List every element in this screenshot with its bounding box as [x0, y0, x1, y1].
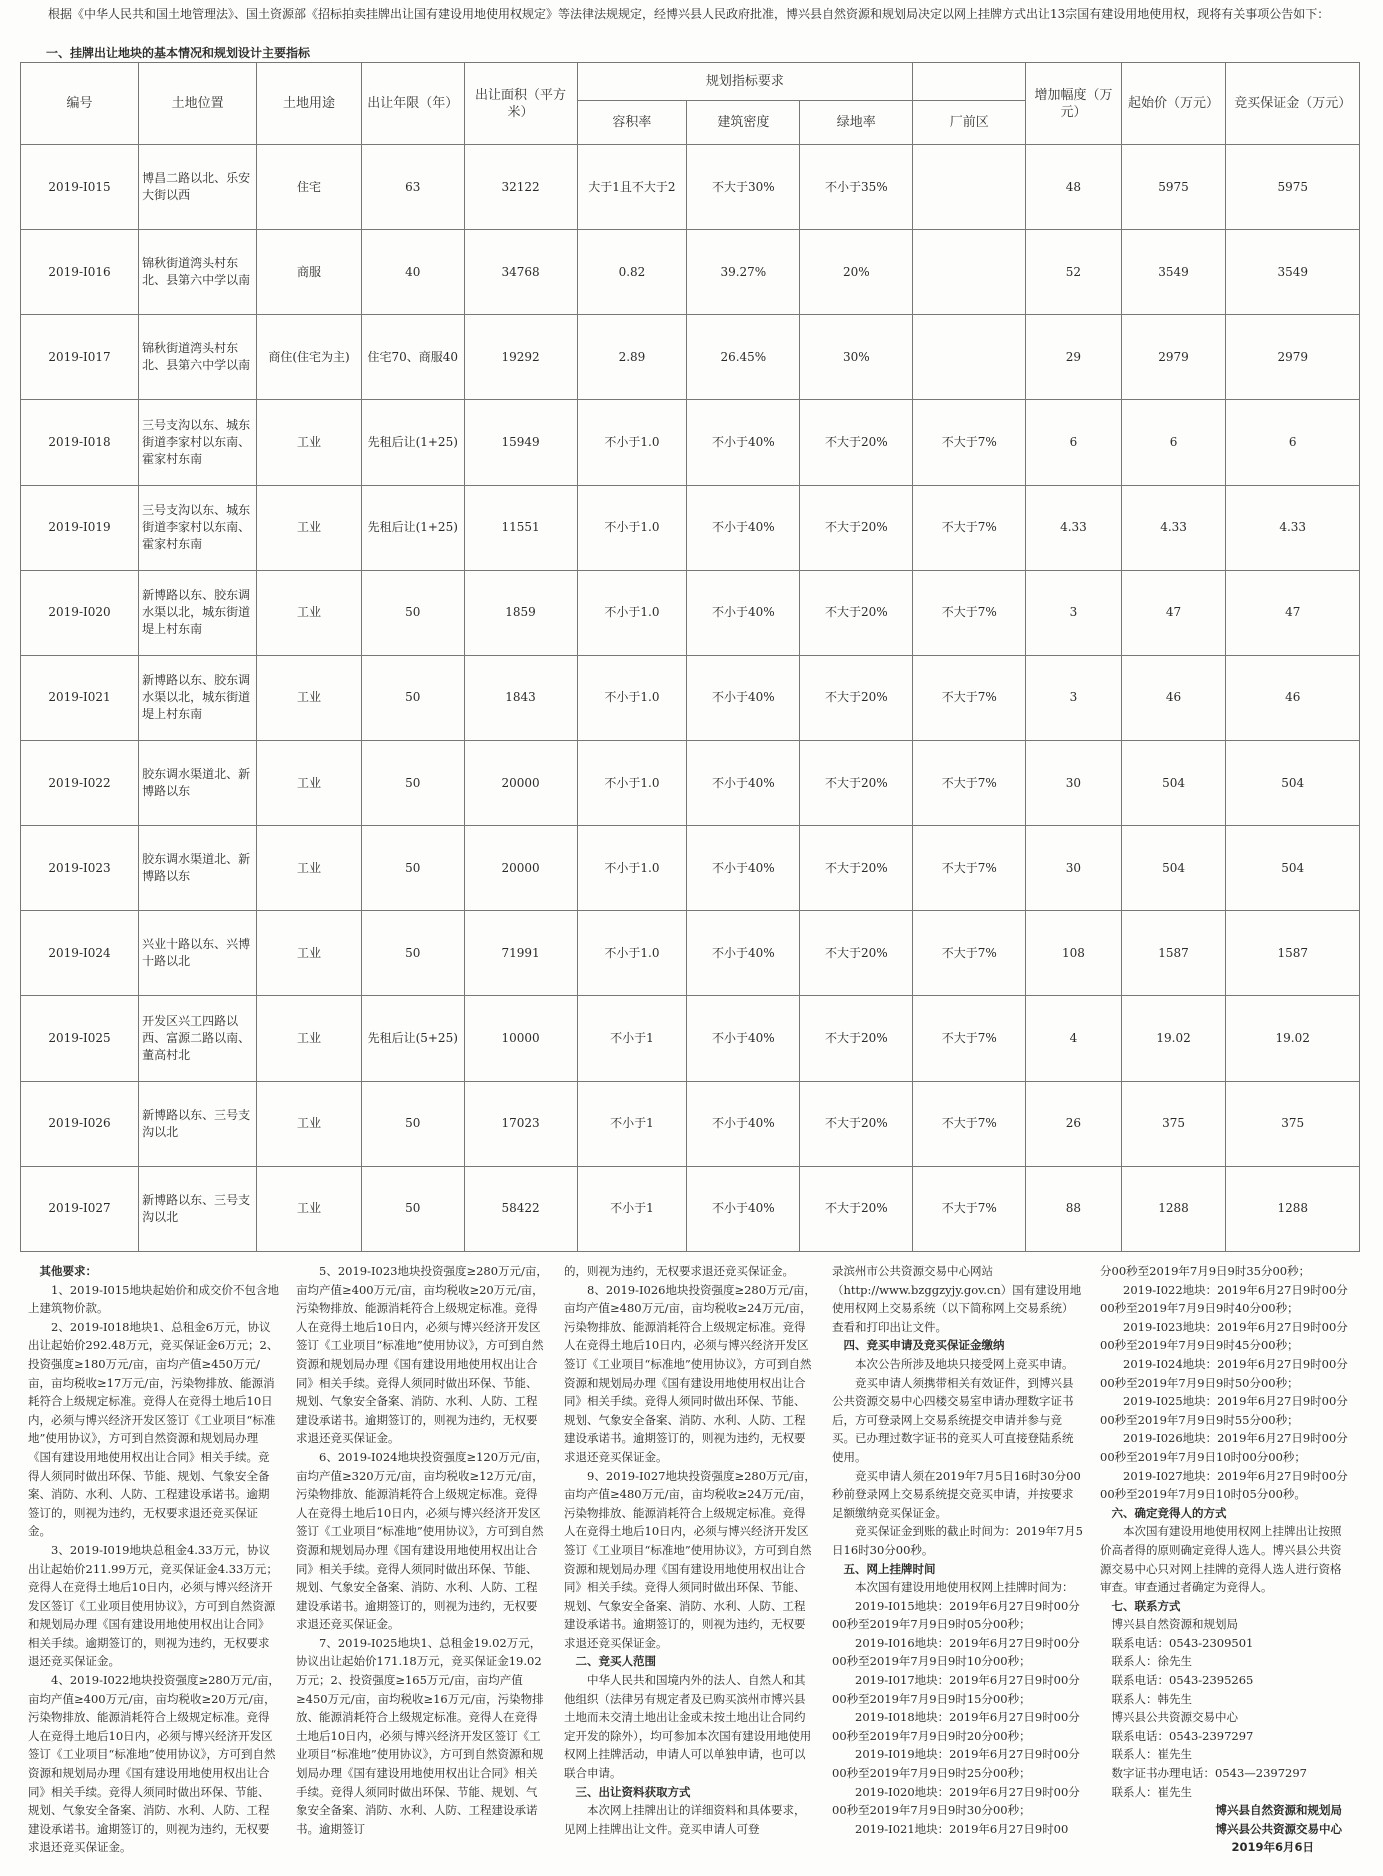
table-row	[21, 1166, 1360, 1251]
intro-paragraph: 根据《中华人民共和国土地管理法》、国土资源部《招标拍卖挂牌出让国有建设用地使用权规定》等法律法规规定，经博兴县人民政府批准，博兴县自然资源和规划局决定以网上挂牌方式出让13宗国有建设用地使用权，现将有关事项公告如下：	[48, 7, 1330, 21]
cell-plant	[913, 145, 1026, 230]
col3-para: 的，则视为违约，无权要求退还竞买保证金。	[564, 1264, 794, 1278]
cell-area: 58422	[464, 1166, 577, 1251]
contact-line: 联系人：韩先生	[1111, 1691, 1192, 1706]
cell-loc: 兴业十路以东、兴博十路以北	[139, 911, 257, 996]
cell-start: 1288	[1121, 1166, 1226, 1251]
cell-start: 1587	[1121, 911, 1226, 996]
cell-plant: 不大于7%	[913, 485, 1026, 570]
cell-start: 4.33	[1121, 485, 1226, 570]
cell-density: 不小于40%	[687, 1081, 800, 1166]
cell-plant: 不大于7%	[913, 570, 1026, 655]
cell-inc: 3	[1026, 655, 1121, 740]
cell-start: 3549	[1121, 230, 1226, 315]
cell-use: 工业	[257, 570, 362, 655]
cell-green: 不小于35%	[800, 145, 913, 230]
cell-use: 工业	[257, 996, 362, 1081]
cell-density: 不小于40%	[687, 485, 800, 570]
cell-far: 不小于1	[577, 996, 687, 1081]
cell-start: 46	[1121, 655, 1226, 740]
cell-area: 71991	[464, 911, 577, 996]
cell-density: 不小于40%	[687, 740, 800, 825]
section-title-winner: 六、确定竞得人的方式	[1111, 1505, 1227, 1520]
application-para: 竞买申请人须在2019年7月5日16时30分00秒前登录网上交易系统提交竞买申请，并按要求足额缴纳竞买保证金。	[832, 1468, 1081, 1520]
header-planning-blank	[913, 63, 1026, 101]
table-row	[21, 485, 1360, 570]
listing-time: 2019-I020地块：2019年6月27日9时00分00秒至2019年7月9日9时30分00秒；	[832, 1784, 1080, 1818]
cell-start: 19.02	[1121, 996, 1226, 1081]
cell-loc: 新博路以东、三号支沟以北	[139, 1081, 257, 1166]
table-row	[21, 315, 1360, 400]
listing-time: 2019-I021地块：2019年6月27日9时00	[855, 1821, 1069, 1836]
cell-plant: 不大于7%	[913, 826, 1026, 911]
cell-plant: 不大于7%	[913, 400, 1026, 485]
listing-intro: 本次国有建设用地使用权网上挂牌时间为：	[855, 1580, 1074, 1595]
listing-time: 2019-I024地块：2019年6月27日9时00分00秒至2019年7月9日9时50分00秒；	[1100, 1356, 1348, 1390]
cell-term: 63	[361, 145, 464, 230]
cell-id: 2019-I021	[21, 655, 139, 740]
cell-far: 不小于1.0	[577, 655, 687, 740]
cell-start: 47	[1121, 570, 1226, 655]
cell-far: 不小于1	[577, 1081, 687, 1166]
cell-id: 2019-I018	[21, 400, 139, 485]
cell-green: 不大于20%	[800, 740, 913, 825]
cell-start: 375	[1121, 1081, 1226, 1166]
contact-line: 联系人：徐先生	[1111, 1654, 1192, 1669]
cell-green: 不大于20%	[800, 826, 913, 911]
cell-far: 不小于1.0	[577, 826, 687, 911]
contact-line: 博兴县自然资源和规划局	[1111, 1617, 1238, 1632]
cell-id: 2019-I024	[21, 911, 139, 996]
cell-area: 17023	[464, 1081, 577, 1166]
cell-far: 不小于1.0	[577, 485, 687, 570]
column-4	[824, 1262, 1092, 1872]
col1-para: 3、2019-I019地块总租金4.33万元，协议出让起始价211.99万元，竞买保证金4.33万元；竞得人在竞得土地后10日内，必须与博兴经济开发区签订《工业项目使用协议》，方可到自然资源和规划局办理《国有建设用地使用权出让合同》相关手续。逾期签订的，则视为违约，无权要求退还竞买保证金。	[28, 1542, 278, 1669]
cell-loc: 三号支沟以东、城东街道李家村以东南、霍家村东南	[139, 485, 257, 570]
cell-term: 50	[361, 1166, 464, 1251]
table-row	[21, 400, 1360, 485]
table-row	[21, 230, 1360, 315]
cell-area: 20000	[464, 740, 577, 825]
cell-green: 20%	[800, 230, 913, 315]
cell-id: 2019-I027	[21, 1166, 139, 1251]
cell-term: 50	[361, 911, 464, 996]
header-location: 土地位置	[139, 63, 257, 145]
signature-bureau: 博兴县自然资源和规划局	[1215, 1803, 1342, 1818]
section-title-contacts: 七、联系方式	[1111, 1598, 1181, 1613]
col1-para: 2、2019-I018地块1、总租金6万元，协议出让起始价292.48万元，竞买保证金6万元；2、投资强度≥180万元/亩，亩均产值≥450万元/亩，亩均税收≥17万元/亩，污染物排放、能源消耗符合上级规定标准。竞得人在竞得土地后10日内，必须与博兴经济开发区签订《工业项目“标准地”使用协议》，方可到自然资源和规划局办理《国有建设用地使用权出让合同》相关手续。竞得人须同时做出环保、节能、规划、气象安全备案、消防、水利、人防、工程建设承诺书。逾期签订的，则视为违约，无权要求退还竞买保证金。	[28, 1319, 279, 1539]
cell-start: 5975	[1121, 145, 1226, 230]
cell-use: 工业	[257, 1166, 362, 1251]
listing-time: 2019-I026地块：2019年6月27日9时00分00秒至2019年7月9日10时00分00秒；	[1100, 1431, 1348, 1464]
cell-plant: 不大于7%	[913, 1081, 1026, 1166]
cell-green: 不大于20%	[800, 570, 913, 655]
cell-loc: 锦秋街道湾头村东北、县第六中学以南	[139, 315, 257, 400]
table-row	[21, 740, 1360, 825]
cell-area: 1859	[464, 570, 577, 655]
cell-density: 不小于40%	[687, 400, 800, 485]
contact-line: 联系电话：0543-2397297	[1111, 1728, 1254, 1743]
cell-far: 不小于1.0	[577, 911, 687, 996]
contact-line: 联系人：崔先生	[1111, 1747, 1192, 1762]
cell-use: 工业	[257, 1081, 362, 1166]
cell-far: 不小于1	[577, 1166, 687, 1251]
winner-para: 本次国有建设用地使用权网上挂牌出让按照价高者得的原则确定竞得人选人。博兴县公共资源交易中心只对网上挂牌的竞得人选人进行资格审查。审查通过者确定为竞得人。	[1100, 1524, 1342, 1595]
cell-start: 6	[1121, 400, 1226, 485]
cell-density: 不小于40%	[687, 996, 800, 1081]
cell-use: 工业	[257, 911, 362, 996]
cell-loc: 开发区兴工四路以西、富源二路以南、董高村北	[139, 996, 257, 1081]
cell-area: 20000	[464, 826, 577, 911]
cell-inc: 26	[1026, 1081, 1121, 1166]
cell-density: 不小于40%	[687, 911, 800, 996]
cell-green: 不大于20%	[800, 655, 913, 740]
contact-line: 数字证书办理电话：0543—2397297	[1111, 1766, 1307, 1781]
cell-inc: 52	[1026, 230, 1121, 315]
cell-inc: 4.33	[1026, 485, 1121, 570]
cell-term: 先租后让(1+25)	[361, 400, 464, 485]
cell-start: 504	[1121, 740, 1226, 825]
cell-use: 工业	[257, 655, 362, 740]
listing-time: 2019-I018地块：2019年6月27日9时00分00秒至2019年7月9日9时20分00秒；	[832, 1710, 1080, 1743]
col3-para: 9、2019-I027地块投资强度≥280万元/亩，亩均产值≥480万元/亩，亩均税收≥24万元/亩，污染物排放、能源消耗符合上级规定标准。竞得人在竞得土地后10日内，必须与博兴经济开发区签订《工业项目“标准地”使用协议》，方可到自然资源和规划局办理《国有建设用地使用权出让合同》相关手续。竞得人须同时做出环保、节能、规划、气象安全备案、消防、水利、人防、工程建设承诺书。逾期签订的，则视为违约，无权要求退还竞买保证金。	[564, 1468, 816, 1650]
cell-term: 50	[361, 740, 464, 825]
cell-area: 11551	[464, 485, 577, 570]
application-para: 本次公告所涉及地块只接受网上竞买申请。	[855, 1356, 1074, 1371]
cell-deposit: 3549	[1226, 230, 1360, 315]
cell-inc: 4	[1026, 996, 1121, 1081]
cell-use: 商住(住宅为主)	[257, 315, 362, 400]
cell-term: 50	[361, 570, 464, 655]
header-deposit: 竞买保证金（万元）	[1226, 63, 1360, 145]
cell-area: 15949	[464, 400, 577, 485]
cell-loc: 新博路以东、胶东调水渠以北，城东街道堤上村东南	[139, 655, 257, 740]
col2-para: 7、2019-I025地块1、总租金19.02万元，协议出让起始价171.18万元，竞买保证金19.02万元；2、投资强度≥165万元/亩，亩均产值≥450万元/亩，亩均税收≥16万元/亩，污染物排放、能源消耗符合上级规定标准。竞得人在竞得土地后10日内，必须与博兴经济开发区签订《工业项目“标准地”使用协议》，方可到自然资源和规划局办理《国有建设用地使用权出让合同》相关手续。竞得人须同时做出环保、节能、规划、气象安全备案、消防、水利、人防、工程建设承诺书。逾期签订	[296, 1635, 544, 1836]
cell-term: 50	[361, 1081, 464, 1166]
listing-time: 2019-I027地块：2019年6月27日9时00分00秒至2019年7月9日10时05分00秒。	[1100, 1468, 1348, 1502]
cell-id: 2019-I026	[21, 1081, 139, 1166]
cell-density: 26.45%	[687, 315, 800, 400]
cell-start: 2979	[1121, 315, 1226, 400]
cell-plant: 不大于7%	[913, 996, 1026, 1081]
cell-deposit: 4.33	[1226, 485, 1360, 570]
column-2	[288, 1262, 556, 1872]
listing-time: 2019-I015地块：2019年6月27日9时00分00秒至2019年7月9日9时05分00秒；	[832, 1598, 1080, 1632]
header-plant: 厂前区	[913, 101, 1026, 145]
application-para: 竞买保证金到账的截止时间为：2019年7月5日16时30分00秒。	[832, 1524, 1083, 1557]
section-title-documents: 三、出让资料获取方式	[575, 1784, 691, 1799]
cell-green: 30%	[800, 315, 913, 400]
cell-loc: 新博路以东、胶东调水渠以北，城东街道堤上村东南	[139, 570, 257, 655]
contact-line: 博兴县公共资源交易中心	[1111, 1710, 1238, 1725]
table-row	[21, 1081, 1360, 1166]
table-row	[21, 570, 1360, 655]
listing-time: 2019-I017地块：2019年6月27日9时00分00秒至2019年7月9日9时15分00秒；	[832, 1673, 1080, 1706]
header-green: 绿地率	[800, 101, 913, 145]
cell-inc: 29	[1026, 315, 1121, 400]
cell-area: 34768	[464, 230, 577, 315]
col1-para: 4、2019-I022地块投资强度≥280万元/亩，亩均产值≥400万元/亩，亩均税收≥20万元/亩，污染物排放、能源消耗符合上级规定标准。竞得人在竞得土地后10日内，必须与博兴经济开发区签订《工业项目“标准地”使用协议》，方可到自然资源和规划局办理《国有建设用地使用权出让合同》相关手续。竞得人须同时做出环保、节能、规划、气象安全备案、消防、水利、人防、工程建设承诺书。逾期签订的，则视为违约，无权要求退还竞买保证金。	[28, 1673, 280, 1855]
header-planning: 规划指标要求	[577, 63, 913, 101]
section-title-application: 四、竞买申请及竞买保证金缴纳	[843, 1338, 1005, 1353]
cell-plant: 不大于7%	[913, 655, 1026, 740]
cell-far: 0.82	[577, 230, 687, 315]
cell-plant	[913, 230, 1026, 315]
cell-loc: 锦秋街道湾头村东北、县第六中学以南	[139, 230, 257, 315]
cell-loc: 新博路以东、三号支沟以北	[139, 1166, 257, 1251]
cell-far: 不小于1.0	[577, 400, 687, 485]
listing-time: 2019-I019地块：2019年6月27日9时00分00秒至2019年7月9日9时25分00秒；	[832, 1747, 1080, 1781]
cell-loc: 胶东调水渠道北、新博路以东	[139, 826, 257, 911]
cell-green: 不大于20%	[800, 996, 913, 1081]
cell-deposit: 1587	[1226, 911, 1360, 996]
table-row	[21, 911, 1360, 996]
cell-deposit: 19.02	[1226, 996, 1360, 1081]
cell-inc: 88	[1026, 1166, 1121, 1251]
cell-green: 不大于20%	[800, 400, 913, 485]
contact-line: 联系电话：0543-2395265	[1111, 1673, 1254, 1688]
cell-use: 工业	[257, 485, 362, 570]
header-far: 容积率	[577, 101, 687, 145]
cell-use: 商服	[257, 230, 362, 315]
cell-id: 2019-I022	[21, 740, 139, 825]
cell-deposit: 504	[1226, 740, 1360, 825]
cell-id: 2019-I017	[21, 315, 139, 400]
documents-cont: 录滨州市公共资源交易中心网站（http://www.bzggzyjy.gov.cn）国有建设用地使用权网上交易系统（以下简称网上交易系统）查看和打印出让文件。	[832, 1264, 1082, 1334]
contact-line: 联系人：崔先生	[1111, 1784, 1192, 1799]
col1-para: 1、2019-I015地块起始价和成交价不包含地上建筑物价款。	[28, 1282, 279, 1316]
requirements-columns	[20, 1262, 1360, 1872]
listing-time: 2019-I025地块：2019年6月27日9时00分00秒至2019年7月9日9时55分00秒；	[1100, 1394, 1348, 1427]
cell-green: 不大于20%	[800, 1166, 913, 1251]
table-row	[21, 145, 1360, 230]
cell-loc: 胶东调水渠道北、新博路以东	[139, 740, 257, 825]
cell-area: 1843	[464, 655, 577, 740]
table-row	[21, 655, 1360, 740]
cell-density: 不小于40%	[687, 570, 800, 655]
cell-use: 住宅	[257, 145, 362, 230]
header-term: 出让年限（年）	[361, 63, 464, 145]
bidders-para: 中华人民共和国境内外的法人、自然人和其他组织（法律另有规定者及已购买滨州市博兴县土地而未交清土地出让金或未按土地出让合同约定开发的除外），均可参加本次国有建设用地使用权网上挂牌活动，申请人可以单独申请，也可以联合申请。	[564, 1673, 812, 1781]
cell-deposit: 375	[1226, 1081, 1360, 1166]
cell-loc: 博昌二路以北、乐安大街以西	[139, 145, 257, 230]
cell-deposit: 6	[1226, 400, 1360, 485]
cell-inc: 48	[1026, 145, 1121, 230]
cell-far: 2.89	[577, 315, 687, 400]
cell-deposit: 47	[1226, 570, 1360, 655]
listing-time: 2019-I016地块：2019年6月27日9时00分00秒至2019年7月9日9时10分00秒；	[832, 1635, 1080, 1669]
cell-loc: 三号支沟以东、城东街道李家村以东南、霍家村东南	[139, 400, 257, 485]
cell-id: 2019-I023	[21, 826, 139, 911]
cell-term: 先租后让(1+25)	[361, 485, 464, 570]
cell-use: 工业	[257, 826, 362, 911]
cell-area: 32122	[464, 145, 577, 230]
cell-far: 大于1且不大于2	[577, 145, 687, 230]
cell-green: 不大于20%	[800, 485, 913, 570]
cell-term: 住宅70、商服40	[361, 315, 464, 400]
cell-plant: 不大于7%	[913, 740, 1026, 825]
cell-density: 不大于30%	[687, 145, 800, 230]
cell-density: 39.27%	[687, 230, 800, 315]
cell-inc: 6	[1026, 400, 1121, 485]
cell-deposit: 1288	[1226, 1166, 1360, 1251]
documents-para: 本次网上挂牌出让的详细资料和具体要求，见网上挂牌出让文件。竞买申请人可登	[564, 1803, 806, 1836]
cell-id: 2019-I020	[21, 570, 139, 655]
cell-id: 2019-I015	[21, 145, 139, 230]
header-area: 出让面积（平方米）	[464, 63, 577, 145]
listing-time-cont: 分00秒至2019年7月9日9时35分00秒；	[1100, 1264, 1311, 1278]
cell-far: 不小于1.0	[577, 740, 687, 825]
land-parcel-table	[20, 62, 1360, 1252]
header-id: 编号	[21, 63, 139, 145]
listing-time: 2019-I023地块：2019年6月27日9时00分00秒至2019年7月9日9时45分00秒；	[1100, 1319, 1348, 1353]
column-5	[1092, 1262, 1360, 1872]
section-title-land-info: 一、挂牌出让地块的基本情况和规划设计主要指标	[46, 46, 311, 60]
signature-center: 博兴县公共资源交易中心	[1215, 1821, 1342, 1836]
cell-use: 工业	[257, 400, 362, 485]
column-3	[556, 1262, 824, 1872]
cell-deposit: 5975	[1226, 145, 1360, 230]
cell-term: 50	[361, 655, 464, 740]
cell-term: 50	[361, 826, 464, 911]
header-start-price: 起始价（万元）	[1121, 63, 1226, 145]
cell-term: 先租后让(5+25)	[361, 996, 464, 1081]
cell-green: 不大于20%	[800, 911, 913, 996]
cell-term: 40	[361, 230, 464, 315]
cell-far: 不小于1.0	[577, 570, 687, 655]
cell-density: 不小于40%	[687, 826, 800, 911]
cell-use: 工业	[257, 740, 362, 825]
cell-inc: 30	[1026, 740, 1121, 825]
cell-plant	[913, 315, 1026, 400]
col2-para: 5、2019-I023地块投资强度≥280万元/亩，亩均产值≥400万元/亩，亩均税收≥20万元/亩，污染物排放、能源消耗符合上级规定标准。竞得人在竞得土地后10日内，必须与博兴经济开发区签订《工业项目“标准地”使用协议》，方可到自然资源和规划局办理《国有建设用地使用权出让合同》相关手续。竞得人须同时做出环保、节能、规划、气象安全备案、消防、水利、人防、工程建设承诺书。逾期签订的，则视为违约，无权要求退还竞买保证金。	[296, 1264, 548, 1446]
table-row	[21, 826, 1360, 911]
section-title-listing-time: 五、网上挂牌时间	[843, 1561, 936, 1576]
announcement-date: 2019年6月6日	[1231, 1840, 1314, 1855]
cell-start: 504	[1121, 826, 1226, 911]
cell-inc: 30	[1026, 826, 1121, 911]
cell-plant: 不大于7%	[913, 1166, 1026, 1251]
column-1	[20, 1262, 288, 1872]
listing-time: 2019-I022地块：2019年6月27日9时00分00秒至2019年7月9日9时40分00秒；	[1100, 1282, 1348, 1316]
cell-density: 不小于40%	[687, 655, 800, 740]
cell-area: 10000	[464, 996, 577, 1081]
cell-deposit: 504	[1226, 826, 1360, 911]
cell-density: 不小于40%	[687, 1166, 800, 1251]
cell-inc: 3	[1026, 570, 1121, 655]
col2-para: 6、2019-I024地块投资强度≥120万元/亩，亩均产值≥320万元/亩，亩均税收≥12万元/亩，污染物排放、能源消耗符合上级规定标准。竞得人在竞得土地后10日内，必须与博兴经济开发区签订《工业项目“标准地”使用协议》，方可到自然资源和规划局办理《国有建设用地使用权出让合同》相关手续。竞得人须同时做出环保、节能、规划、气象安全备案、消防、水利、人防、工程建设承诺书。逾期签订的，则视为违约，无权要求退还竞买保证金。	[296, 1449, 548, 1632]
section-title-bidders: 二、竞买人范围	[575, 1654, 656, 1669]
cell-plant: 不大于7%	[913, 911, 1026, 996]
col3-para: 8、2019-I026地块投资强度≥280万元/亩，亩均产值≥480万元/亩，亩均税收≥24万元/亩，污染物排放、能源消耗符合上级规定标准。竞得人在竞得土地后10日内，必须与博兴经济开发区签订《工业项目“标准地”使用协议》，方可到自然资源和规划局办理《国有建设用地使用权出让合同》相关手续。竞得人须同时做出环保、节能、规划、气象安全备案、消防、水利、人防、工程建设承诺书。逾期签订的，则视为违约，无权要求退还竞买保证金。	[564, 1282, 816, 1464]
cell-area: 19292	[464, 315, 577, 400]
application-para: 竞买申请人须携带相关有效证件，到博兴县公共资源交易中心四楼交易室申请办理数字证书后，方可登录网上交易系统提交申请并参与竞买。已办理过数字证书的竞买人可直接登陆系统使用。	[832, 1375, 1074, 1464]
other-requirements-title: 其他要求：	[39, 1264, 97, 1278]
cell-id: 2019-I019	[21, 485, 139, 570]
header-density: 建筑密度	[687, 101, 800, 145]
contact-line: 联系电话：0543-2309501	[1111, 1635, 1254, 1650]
cell-deposit: 2979	[1226, 315, 1360, 400]
cell-deposit: 46	[1226, 655, 1360, 740]
header-use: 土地用途	[257, 63, 362, 145]
cell-green: 不大于20%	[800, 1081, 913, 1166]
header-increment: 增加幅度（万元）	[1026, 63, 1121, 145]
cell-id: 2019-I025	[21, 996, 139, 1081]
cell-inc: 108	[1026, 911, 1121, 996]
table-row	[21, 996, 1360, 1081]
cell-id: 2019-I016	[21, 230, 139, 315]
